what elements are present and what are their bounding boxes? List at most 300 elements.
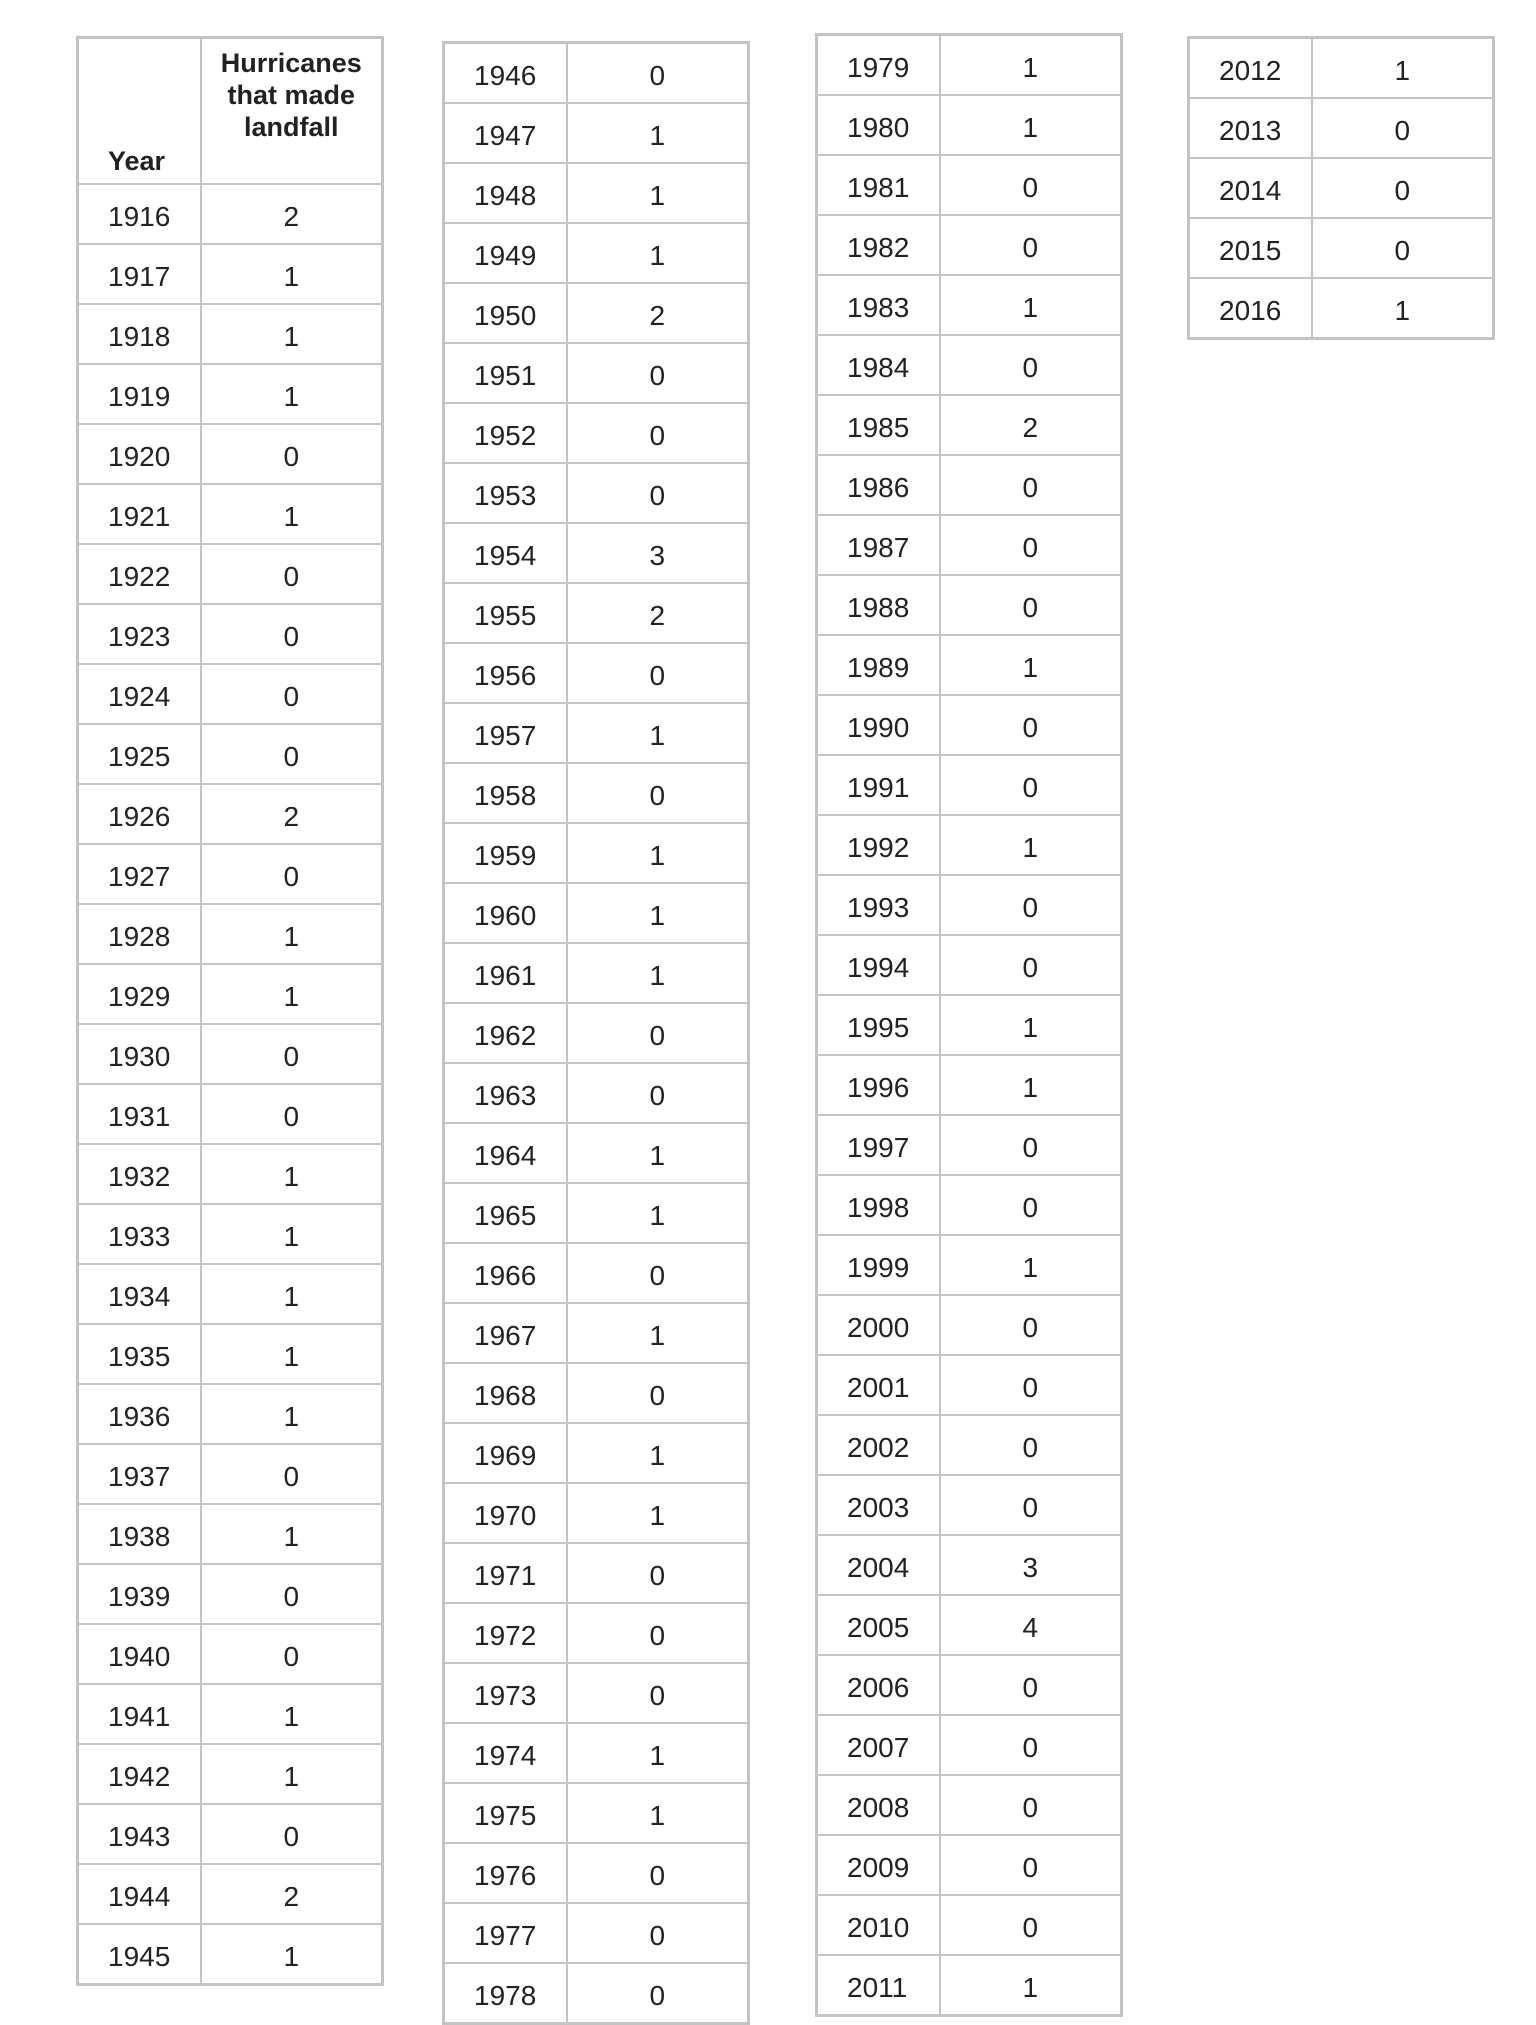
year-cell: 1957 bbox=[444, 703, 567, 763]
table-row bbox=[817, 335, 1122, 395]
table-row bbox=[817, 1895, 1122, 1955]
year-cell: 1948 bbox=[444, 163, 567, 223]
year-cell: 1998 bbox=[817, 1175, 940, 1235]
year-cell: 1965 bbox=[444, 1183, 567, 1243]
year-cell: 1917 bbox=[78, 244, 201, 304]
year-cell: 1970 bbox=[444, 1483, 567, 1543]
landfall-count-cell: 0 bbox=[940, 695, 1122, 755]
landfall-count-cell: 1 bbox=[940, 1235, 1122, 1295]
year-cell: 1974 bbox=[444, 1723, 567, 1783]
landfall-count-cell: 0 bbox=[1312, 218, 1494, 278]
table-row bbox=[78, 844, 383, 904]
table-row bbox=[78, 1564, 383, 1624]
year-cell: 1988 bbox=[817, 575, 940, 635]
year-cell: 1964 bbox=[444, 1123, 567, 1183]
year-cell: 1991 bbox=[817, 755, 940, 815]
table-row bbox=[444, 1303, 749, 1363]
landfall-count-cell: 1 bbox=[201, 244, 383, 304]
year-cell: 1959 bbox=[444, 823, 567, 883]
landfall-count-cell: 2 bbox=[940, 395, 1122, 455]
year-cell: 1934 bbox=[78, 1264, 201, 1324]
year-cell: 1945 bbox=[78, 1924, 201, 1985]
table-row bbox=[817, 1955, 1122, 2016]
landfall-count-cell: 0 bbox=[940, 1655, 1122, 1715]
year-cell: 2016 bbox=[1189, 278, 1312, 339]
hurricane-table-1916-1945 bbox=[76, 36, 384, 1986]
year-cell: 1989 bbox=[817, 635, 940, 695]
table-row bbox=[817, 455, 1122, 515]
landfall-count-cell: 0 bbox=[940, 515, 1122, 575]
table-row bbox=[817, 1175, 1122, 1235]
year-cell: 1999 bbox=[817, 1235, 940, 1295]
landfall-count-cell: 1 bbox=[567, 703, 749, 763]
landfall-count-cell: 0 bbox=[940, 1895, 1122, 1955]
landfall-count-cell: 1 bbox=[201, 904, 383, 964]
year-cell: 1924 bbox=[78, 664, 201, 724]
landfall-count-cell: 0 bbox=[567, 1843, 749, 1903]
year-cell: 1930 bbox=[78, 1024, 201, 1084]
year-header: Year bbox=[78, 38, 201, 185]
landfall-count-cell: 0 bbox=[201, 844, 383, 904]
table-row bbox=[78, 424, 383, 484]
year-cell: 1953 bbox=[444, 463, 567, 523]
table-row bbox=[817, 935, 1122, 995]
year-cell: 1920 bbox=[78, 424, 201, 484]
table-row bbox=[1189, 278, 1494, 339]
landfall-count-cell: 0 bbox=[940, 1175, 1122, 1235]
year-cell: 2015 bbox=[1189, 218, 1312, 278]
year-cell: 2011 bbox=[817, 1955, 940, 2016]
year-cell: 1987 bbox=[817, 515, 940, 575]
table-row bbox=[78, 1504, 383, 1564]
landfall-count-cell: 0 bbox=[201, 1624, 383, 1684]
landfall-count-cell: 1 bbox=[201, 1924, 383, 1985]
year-cell: 1990 bbox=[817, 695, 940, 755]
landfall-count-cell: 0 bbox=[201, 664, 383, 724]
table-row bbox=[444, 523, 749, 583]
landfall-count-cell: 0 bbox=[940, 1475, 1122, 1535]
year-cell: 1997 bbox=[817, 1115, 940, 1175]
table-row bbox=[1189, 158, 1494, 218]
year-cell: 1960 bbox=[444, 883, 567, 943]
year-cell: 1978 bbox=[444, 1963, 567, 2024]
hurricane-table-1979-2011 bbox=[815, 33, 1123, 2017]
landfall-count-cell: 1 bbox=[567, 883, 749, 943]
year-cell: 1956 bbox=[444, 643, 567, 703]
landfall-count-cell: 2 bbox=[201, 1864, 383, 1924]
table-row bbox=[444, 1003, 749, 1063]
landfall-count-cell: 0 bbox=[940, 1835, 1122, 1895]
landfall-count-cell: 0 bbox=[201, 1084, 383, 1144]
table-row bbox=[78, 1864, 383, 1924]
table-row bbox=[817, 1295, 1122, 1355]
landfall-count-cell: 1 bbox=[940, 1055, 1122, 1115]
year-cell: 1992 bbox=[817, 815, 940, 875]
table-row bbox=[78, 724, 383, 784]
table-row bbox=[444, 1363, 749, 1423]
landfall-count-cell: 1 bbox=[201, 1264, 383, 1324]
year-cell: 1963 bbox=[444, 1063, 567, 1123]
year-cell: 1996 bbox=[817, 1055, 940, 1115]
table-row bbox=[444, 1483, 749, 1543]
table-row bbox=[444, 943, 749, 1003]
year-cell: 1922 bbox=[78, 544, 201, 604]
table-row bbox=[444, 343, 749, 403]
table-row bbox=[817, 755, 1122, 815]
year-cell: 1943 bbox=[78, 1804, 201, 1864]
table-row bbox=[817, 875, 1122, 935]
table-row bbox=[78, 1204, 383, 1264]
table-row bbox=[817, 1775, 1122, 1835]
landfall-count-cell: 1 bbox=[567, 1423, 749, 1483]
table-row bbox=[817, 1235, 1122, 1295]
table-row bbox=[78, 904, 383, 964]
table-row bbox=[444, 1243, 749, 1303]
landfall-count-cell: 0 bbox=[567, 403, 749, 463]
table-row bbox=[78, 1684, 383, 1744]
table-row bbox=[78, 1444, 383, 1504]
landfall-count-cell: 0 bbox=[940, 1775, 1122, 1835]
table-row bbox=[817, 995, 1122, 1055]
landfall-count-cell: 0 bbox=[567, 343, 749, 403]
year-cell: 1946 bbox=[444, 43, 567, 104]
landfall-count-cell: 3 bbox=[567, 523, 749, 583]
year-cell: 1928 bbox=[78, 904, 201, 964]
year-cell: 1944 bbox=[78, 1864, 201, 1924]
landfall-count-cell: 0 bbox=[940, 935, 1122, 995]
landfall-count-cell: 0 bbox=[567, 1243, 749, 1303]
landfall-count-cell: 0 bbox=[201, 1564, 383, 1624]
table-row bbox=[444, 1963, 749, 2024]
table-row bbox=[817, 1115, 1122, 1175]
landfall-count-cell: 0 bbox=[567, 1603, 749, 1663]
year-cell: 1931 bbox=[78, 1084, 201, 1144]
table-row bbox=[817, 275, 1122, 335]
header-row bbox=[78, 38, 383, 185]
year-cell: 1929 bbox=[78, 964, 201, 1024]
landfall-count-header: Hurricanes that made landfall bbox=[201, 38, 383, 185]
landfall-count-cell: 0 bbox=[940, 1415, 1122, 1475]
table-row bbox=[444, 643, 749, 703]
landfall-count-cell: 0 bbox=[940, 455, 1122, 515]
table-row bbox=[817, 1475, 1122, 1535]
landfall-count-cell: 1 bbox=[567, 1303, 749, 1363]
landfall-count-cell: 0 bbox=[201, 724, 383, 784]
year-cell: 2000 bbox=[817, 1295, 940, 1355]
landfall-count-cell: 1 bbox=[567, 1123, 749, 1183]
year-cell: 1923 bbox=[78, 604, 201, 664]
year-cell: 1973 bbox=[444, 1663, 567, 1723]
table-row bbox=[78, 664, 383, 724]
landfall-count-cell: 0 bbox=[567, 43, 749, 104]
landfall-count-cell: 0 bbox=[940, 155, 1122, 215]
table-row bbox=[817, 1835, 1122, 1895]
year-cell: 2005 bbox=[817, 1595, 940, 1655]
table-row bbox=[444, 163, 749, 223]
year-cell: 2007 bbox=[817, 1715, 940, 1775]
table-row bbox=[444, 463, 749, 523]
year-cell: 1979 bbox=[817, 35, 940, 96]
table-row bbox=[78, 244, 383, 304]
table-row bbox=[444, 1123, 749, 1183]
year-cell: 1921 bbox=[78, 484, 201, 544]
table-row bbox=[78, 304, 383, 364]
hurricane-table-1946-1978 bbox=[442, 41, 750, 2025]
year-cell: 1986 bbox=[817, 455, 940, 515]
table-row bbox=[78, 364, 383, 424]
table-row bbox=[817, 635, 1122, 695]
year-cell: 1967 bbox=[444, 1303, 567, 1363]
landfall-count-cell: 1 bbox=[567, 1723, 749, 1783]
landfall-count-cell: 2 bbox=[567, 283, 749, 343]
table-row bbox=[817, 1415, 1122, 1475]
landfall-count-cell: 1 bbox=[567, 1483, 749, 1543]
table-row bbox=[78, 1384, 383, 1444]
year-cell: 2001 bbox=[817, 1355, 940, 1415]
landfall-count-cell: 0 bbox=[567, 1903, 749, 1963]
table-row bbox=[444, 403, 749, 463]
year-cell: 1995 bbox=[817, 995, 940, 1055]
table-row bbox=[444, 1543, 749, 1603]
landfall-count-cell: 1 bbox=[201, 1324, 383, 1384]
table-row bbox=[817, 1535, 1122, 1595]
table-row bbox=[1189, 218, 1494, 278]
year-cell: 1938 bbox=[78, 1504, 201, 1564]
landfall-count-cell: 1 bbox=[567, 103, 749, 163]
landfall-count-cell: 0 bbox=[1312, 98, 1494, 158]
table-row bbox=[78, 484, 383, 544]
table-row bbox=[817, 815, 1122, 875]
landfall-count-cell: 1 bbox=[201, 1504, 383, 1564]
year-cell: 1947 bbox=[444, 103, 567, 163]
year-cell: 2002 bbox=[817, 1415, 940, 1475]
year-cell: 1936 bbox=[78, 1384, 201, 1444]
table-row bbox=[817, 1055, 1122, 1115]
table-row bbox=[444, 703, 749, 763]
landfall-count-cell: 1 bbox=[567, 823, 749, 883]
landfall-count-cell: 1 bbox=[567, 1783, 749, 1843]
landfall-count-cell: 1 bbox=[940, 995, 1122, 1055]
year-cell: 1949 bbox=[444, 223, 567, 283]
landfall-count-cell: 0 bbox=[201, 1024, 383, 1084]
year-cell: 1977 bbox=[444, 1903, 567, 1963]
year-cell: 1994 bbox=[817, 935, 940, 995]
landfall-count-cell: 1 bbox=[940, 1955, 1122, 2016]
year-cell: 1993 bbox=[817, 875, 940, 935]
landfall-count-cell: 4 bbox=[940, 1595, 1122, 1655]
table-row bbox=[78, 1264, 383, 1324]
year-cell: 2013 bbox=[1189, 98, 1312, 158]
landfall-count-cell: 1 bbox=[567, 163, 749, 223]
landfall-count-cell: 0 bbox=[940, 875, 1122, 935]
table-row bbox=[444, 1783, 749, 1843]
year-cell: 1961 bbox=[444, 943, 567, 1003]
year-cell: 1969 bbox=[444, 1423, 567, 1483]
landfall-count-cell: 0 bbox=[940, 1715, 1122, 1775]
year-cell: 1927 bbox=[78, 844, 201, 904]
landfall-count-cell: 0 bbox=[940, 575, 1122, 635]
landfall-count-cell: 1 bbox=[201, 484, 383, 544]
table-row bbox=[444, 1183, 749, 1243]
table-row bbox=[444, 583, 749, 643]
table-row bbox=[444, 283, 749, 343]
landfall-count-cell: 0 bbox=[940, 215, 1122, 275]
landfall-count-cell: 0 bbox=[1312, 158, 1494, 218]
table-row bbox=[444, 103, 749, 163]
year-cell: 1919 bbox=[78, 364, 201, 424]
table-row bbox=[817, 215, 1122, 275]
landfall-count-cell: 0 bbox=[567, 763, 749, 823]
table-row bbox=[78, 1744, 383, 1804]
landfall-count-cell: 1 bbox=[1312, 278, 1494, 339]
landfall-count-cell: 1 bbox=[940, 35, 1122, 96]
landfall-count-cell: 2 bbox=[201, 184, 383, 244]
table-row bbox=[817, 515, 1122, 575]
table-row bbox=[817, 575, 1122, 635]
year-cell: 1976 bbox=[444, 1843, 567, 1903]
year-cell: 1954 bbox=[444, 523, 567, 583]
year-cell: 1925 bbox=[78, 724, 201, 784]
year-cell: 1981 bbox=[817, 155, 940, 215]
table-row bbox=[444, 1843, 749, 1903]
landfall-count-cell: 1 bbox=[201, 364, 383, 424]
landfall-count-cell: 1 bbox=[201, 304, 383, 364]
landfall-count-cell: 0 bbox=[567, 1543, 749, 1603]
landfall-count-cell: 0 bbox=[940, 755, 1122, 815]
table-row bbox=[444, 1723, 749, 1783]
table-row bbox=[444, 1603, 749, 1663]
year-cell: 1937 bbox=[78, 1444, 201, 1504]
landfall-count-cell: 0 bbox=[201, 544, 383, 604]
table-row bbox=[444, 1423, 749, 1483]
year-cell: 1916 bbox=[78, 184, 201, 244]
table-row bbox=[444, 763, 749, 823]
year-cell: 1940 bbox=[78, 1624, 201, 1684]
table-row bbox=[817, 1655, 1122, 1715]
table-row bbox=[444, 1903, 749, 1963]
year-cell: 1980 bbox=[817, 95, 940, 155]
table-row bbox=[78, 1144, 383, 1204]
landfall-count-cell: 0 bbox=[567, 1363, 749, 1423]
table-row bbox=[78, 1804, 383, 1864]
year-cell: 1983 bbox=[817, 275, 940, 335]
landfall-count-cell: 1 bbox=[201, 964, 383, 1024]
table-row bbox=[817, 35, 1122, 96]
table-row bbox=[78, 1324, 383, 1384]
landfall-count-cell: 0 bbox=[567, 1963, 749, 2024]
landfall-count-cell: 1 bbox=[201, 1744, 383, 1804]
year-cell: 1966 bbox=[444, 1243, 567, 1303]
hurricane-table-2012-2016 bbox=[1187, 36, 1495, 340]
year-cell: 1962 bbox=[444, 1003, 567, 1063]
year-cell: 1955 bbox=[444, 583, 567, 643]
year-cell: 1972 bbox=[444, 1603, 567, 1663]
landfall-count-cell: 0 bbox=[201, 604, 383, 664]
year-cell: 2006 bbox=[817, 1655, 940, 1715]
year-cell: 2010 bbox=[817, 1895, 940, 1955]
table-row bbox=[78, 784, 383, 844]
year-cell: 1932 bbox=[78, 1144, 201, 1204]
year-cell: 2008 bbox=[817, 1775, 940, 1835]
landfall-count-cell: 0 bbox=[940, 1355, 1122, 1415]
year-cell: 2009 bbox=[817, 1835, 940, 1895]
table-row bbox=[444, 1663, 749, 1723]
landfall-count-cell: 2 bbox=[567, 583, 749, 643]
landfall-count-cell: 1 bbox=[567, 223, 749, 283]
table-row bbox=[444, 823, 749, 883]
year-cell: 1941 bbox=[78, 1684, 201, 1744]
table-row bbox=[78, 604, 383, 664]
table-row bbox=[1189, 38, 1494, 99]
table-row bbox=[78, 184, 383, 244]
year-cell: 2012 bbox=[1189, 38, 1312, 99]
table-row bbox=[78, 964, 383, 1024]
landfall-count-cell: 0 bbox=[201, 424, 383, 484]
landfall-count-cell: 1 bbox=[201, 1204, 383, 1264]
year-cell: 1951 bbox=[444, 343, 567, 403]
table-row bbox=[78, 544, 383, 604]
landfall-count-cell: 0 bbox=[567, 643, 749, 703]
landfall-count-cell: 1 bbox=[567, 1183, 749, 1243]
landfall-count-cell: 3 bbox=[940, 1535, 1122, 1595]
landfall-count-cell: 1 bbox=[201, 1684, 383, 1744]
table-row bbox=[817, 1355, 1122, 1415]
year-cell: 1982 bbox=[817, 215, 940, 275]
landfall-count-cell: 0 bbox=[940, 335, 1122, 395]
landfall-count-cell: 1 bbox=[940, 815, 1122, 875]
landfall-count-cell: 0 bbox=[940, 1115, 1122, 1175]
year-cell: 1975 bbox=[444, 1783, 567, 1843]
table-row bbox=[78, 1624, 383, 1684]
table-row bbox=[444, 1063, 749, 1123]
table-row bbox=[817, 1595, 1122, 1655]
landfall-count-cell: 1 bbox=[567, 943, 749, 1003]
landfall-count-cell: 0 bbox=[201, 1804, 383, 1864]
table-row bbox=[78, 1924, 383, 1985]
year-cell: 2004 bbox=[817, 1535, 940, 1595]
year-cell: 2014 bbox=[1189, 158, 1312, 218]
year-cell: 1935 bbox=[78, 1324, 201, 1384]
landfall-count-cell: 0 bbox=[940, 1295, 1122, 1355]
landfall-count-cell: 0 bbox=[567, 1003, 749, 1063]
year-cell: 1933 bbox=[78, 1204, 201, 1264]
landfall-count-cell: 2 bbox=[201, 784, 383, 844]
landfall-count-cell: 1 bbox=[940, 95, 1122, 155]
landfall-count-cell: 1 bbox=[201, 1144, 383, 1204]
table-row bbox=[444, 223, 749, 283]
table-row bbox=[444, 883, 749, 943]
landfall-count-cell: 1 bbox=[201, 1384, 383, 1444]
landfall-count-cell: 0 bbox=[567, 1063, 749, 1123]
year-cell: 1918 bbox=[78, 304, 201, 364]
table-row bbox=[817, 95, 1122, 155]
landfall-count-cell: 1 bbox=[1312, 38, 1494, 99]
year-cell: 1942 bbox=[78, 1744, 201, 1804]
year-cell: 1950 bbox=[444, 283, 567, 343]
year-cell: 1952 bbox=[444, 403, 567, 463]
year-cell: 1971 bbox=[444, 1543, 567, 1603]
year-cell: 1939 bbox=[78, 1564, 201, 1624]
year-cell: 1984 bbox=[817, 335, 940, 395]
table-row bbox=[817, 695, 1122, 755]
landfall-count-cell: 1 bbox=[940, 275, 1122, 335]
table-row bbox=[817, 395, 1122, 455]
table-row bbox=[817, 155, 1122, 215]
table-row bbox=[78, 1024, 383, 1084]
year-cell: 1985 bbox=[817, 395, 940, 455]
landfall-count-cell: 0 bbox=[567, 1663, 749, 1723]
landfall-count-cell: 0 bbox=[567, 463, 749, 523]
